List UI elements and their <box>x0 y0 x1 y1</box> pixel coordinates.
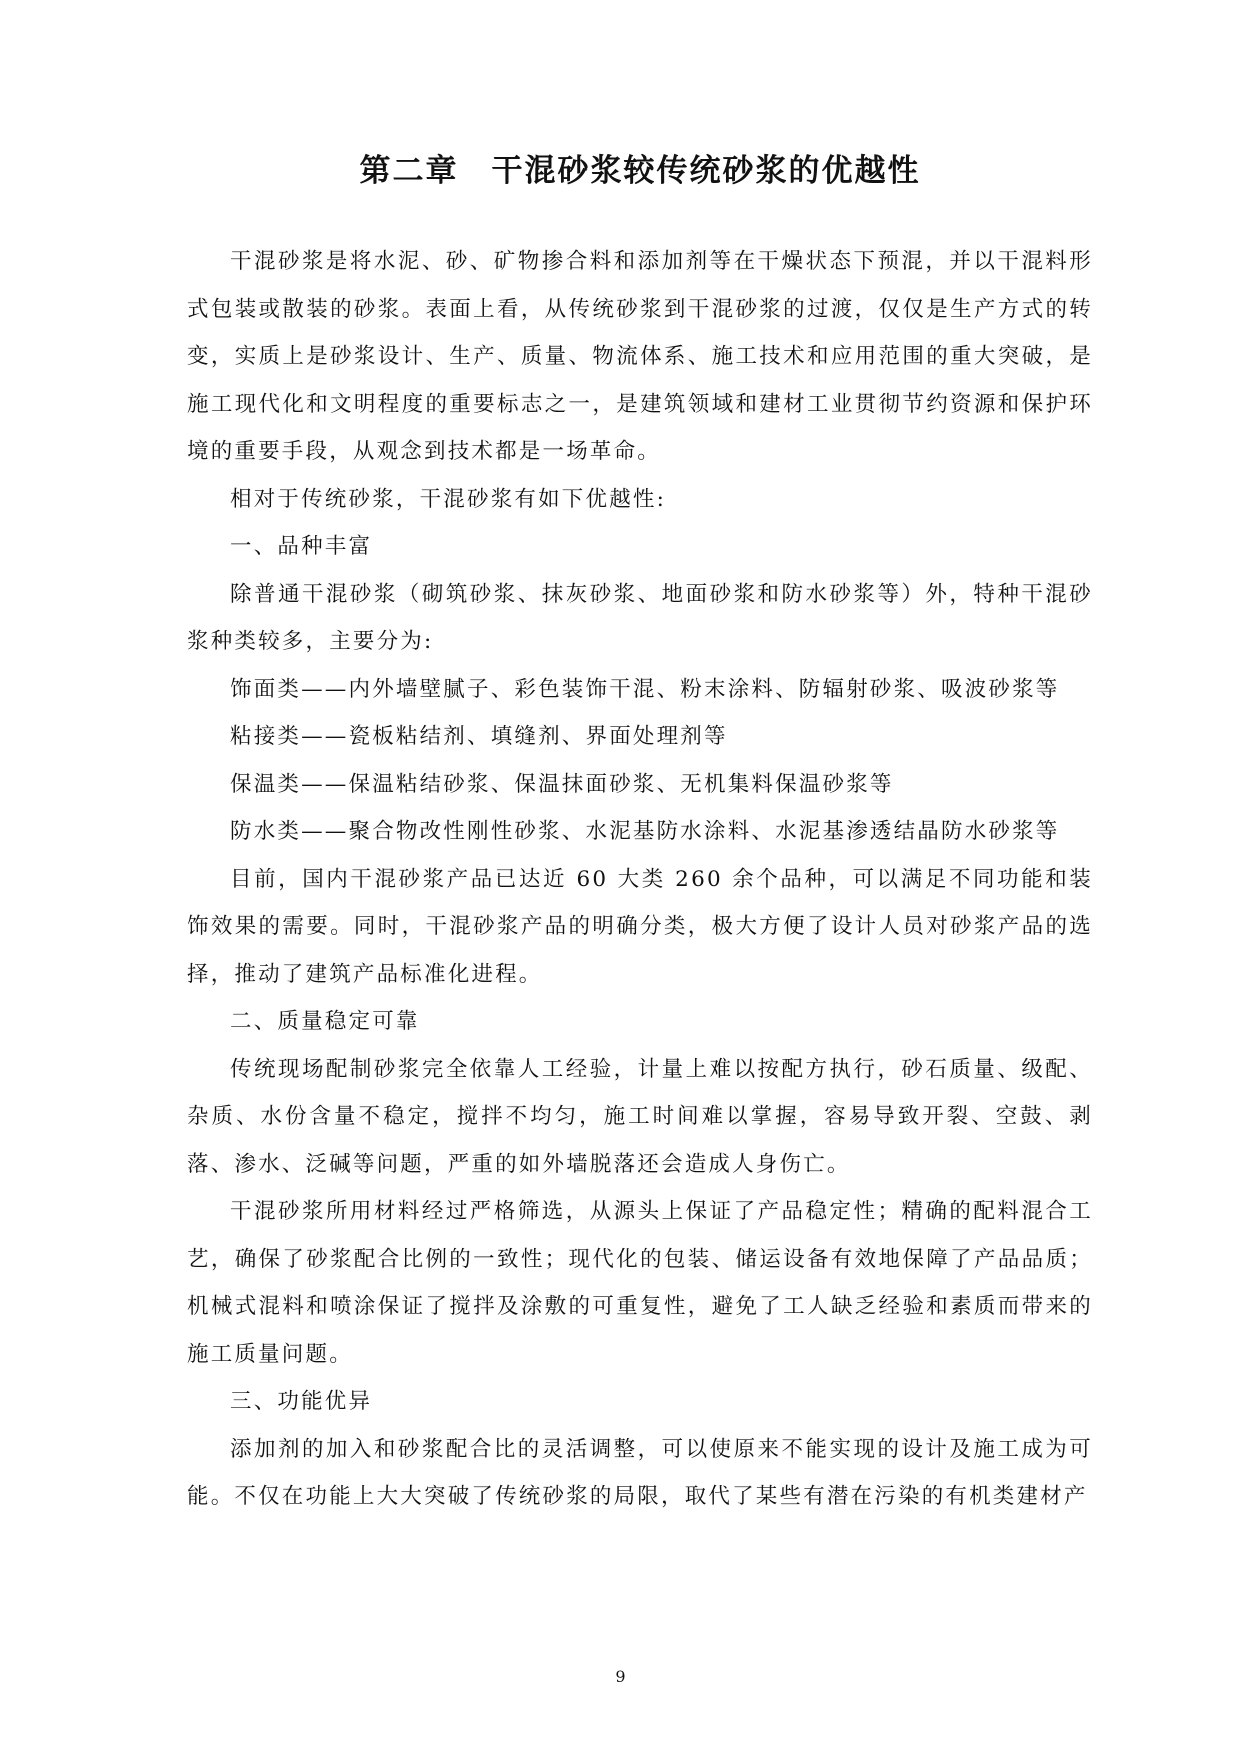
paragraph-advantages-lead: 相对于传统砂浆，干混砂浆有如下优越性: <box>230 486 667 512</box>
section-heading-quality: 二、质量稳定可靠 <box>230 1009 420 1034</box>
section-heading-variety: 一、品种丰富 <box>230 534 373 559</box>
paragraph-variety: 除普通干混砂浆（砌筑砂浆、抹灰砂浆、地面砂浆和防水砂浆等）外，特种干混砂浆种类较多，主要分为: <box>187 581 1093 654</box>
list-item-finish: 饰面类——内外墙壁腻子、彩色装饰干混、粉末涂料、防辐射砂浆、吸波砂浆等 <box>230 676 1060 702</box>
chapter-title: 第二章 干混砂浆较传统砂浆的优越性 <box>359 153 921 189</box>
list-item-insulation: 保温类——保温粘结砂浆、保温抹面砂浆、无机集料保温砂浆等 <box>230 771 894 797</box>
list-item-waterproof: 防水类——聚合物改性刚性砂浆、水泥基防水涂料、水泥基渗透结晶防水砂浆等 <box>230 819 1060 844</box>
paragraph-traditional-issues: 传统现场配制砂浆完全依靠人工经验，计量上难以按配方执行，砂石质量、级配、杂质、水份含量不稳定，搅拌不均匀，施工时间难以掌握，容易导致开裂、空鼓、剥落、渗水、泛碱等问题，严重的如外墙脱落还会造成人身伤亡。 <box>187 1056 1093 1177</box>
paragraph-drymix-quality: 干混砂浆所用材料经过严格筛选，从源头上保证了产品稳定性；精确的配料混合工艺，确保了砂浆配合比例的一致性；现代化的包装、储运设备有效地保障了产品品质；机械式混料和喷涂保证了搅拌及涂敷的可重复性，避免了工人缺乏经验和素质而带来的施工质量问题。 <box>187 1199 1093 1367</box>
paragraph-product-count: 目前，国内干混砂浆产品已达近 60 大类 260 余个品种，可以满足不同功能和装饰效果的需要。同时，干混砂浆产品的明确分类，极大方便了设计人员对砂浆产品的选择，推动了建筑产品标准化进程。 <box>187 866 1093 987</box>
list-item-bonding: 粘接类——瓷板粘结剂、填缝剂、界面处理剂等 <box>230 724 728 749</box>
paragraph-intro: 干混砂浆是将水泥、砂、矿物掺合料和添加剂等在干燥状态下预混，并以干混料形式包装或散装的砂浆。表面上看，从传统砂浆到干混砂浆的过渡，仅仅是生产方式的转变，实质上是砂浆设计、生产、质量、物流体系、施工技术和应用范围的重大突破，是施工现代化和文明程度的重要标志之一，是建筑领域和建材工业贯彻节约资源和保护环境的重要手段，从观念到技术都是一场革命。 <box>187 249 1093 464</box>
body-text <box>187 238 1093 1521</box>
paragraph-function: 添加剂的加入和砂浆配合比的灵活调整，可以使原来不能实现的设计及施工成为可能。不仅在功能上大大突破了传统砂浆的局限，取代了某些有潜在污染的有机类建材产 <box>187 1436 1093 1509</box>
section-heading-function: 三、功能优异 <box>230 1389 373 1414</box>
page-number: 9 <box>615 1667 626 1686</box>
